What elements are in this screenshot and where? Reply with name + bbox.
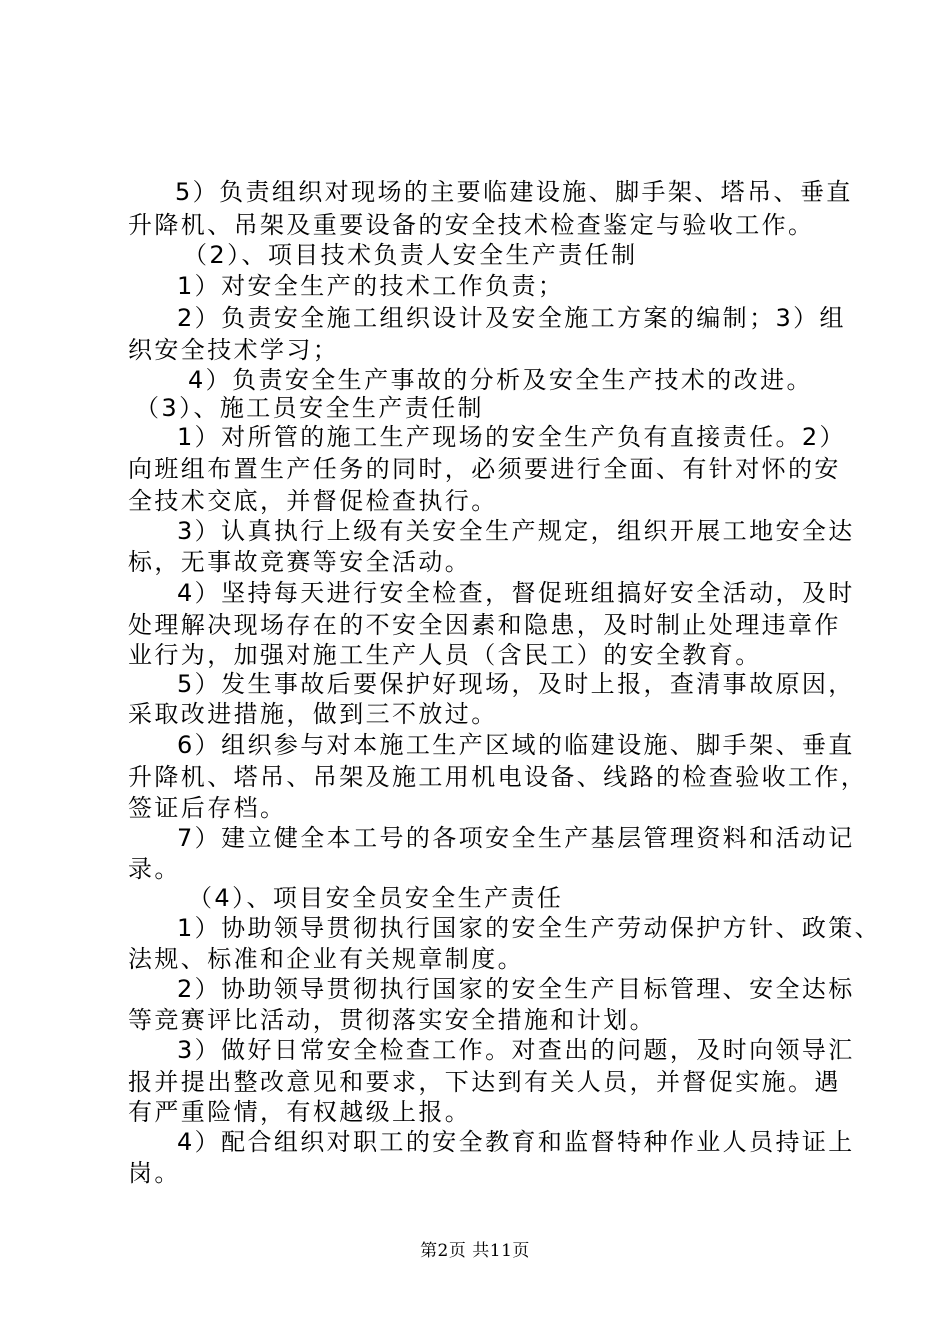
text-line: 有严重险情，有权越级上报。 [128,1098,472,1126]
text-line: 标，无事故竞赛等安全活动。 [128,548,472,576]
text-line: 6）组织参与对本施工生产区域的临建设施、脚手架、垂直 [177,731,855,759]
text-line: 5）发生事故后要保护好现场，及时上报，查清事故原因， [177,670,855,698]
text-line: 采取改进措施，做到三不放过。 [128,700,498,728]
text-line: 等竞赛评比活动，贯彻落实安全措施和计划。 [128,1006,656,1034]
page-number-footer: 第2页 共11页 [420,1241,530,1261]
section-heading: （4）、项目安全员安全生产责任 [188,884,564,912]
text-line: 2）负责安全施工组织设计及安全施工方案的编制；3）组 [177,304,846,332]
text-line: 法规、标准和企业有关规章制度。 [128,945,524,973]
text-line: 4）配合组织对职工的安全教育和监督特种作业人员持证上 [177,1128,855,1156]
text-line: 4）坚持每天进行安全检查，督促班组搞好安全活动，及时 [177,579,855,607]
text-line: 升降机、塔吊、吊架及施工用机电设备、线路的检查验收工作， [128,763,868,791]
text-line: 1）协助领导贯彻执行国家的安全生产劳动保护方针、政策、 [177,914,882,942]
text-line: 3）做好日常安全检查工作。对查出的问题，及时向领导汇 [177,1036,855,1064]
text-line: 1）对安全生产的技术工作负责； [177,272,565,300]
text-line: 1）对所管的施工生产现场的安全生产负有直接责任。2） [177,423,846,451]
text-line: 报并提出整改意见和要求，下达到有关人员，并督促实施。遇 [128,1068,841,1096]
text-line: 织安全技术学习； [128,336,340,364]
text-line: 升降机、吊架及重要设备的安全技术检查鉴定与验收工作。 [128,211,815,239]
section-heading: （2）、项目技术负责人安全生产责任制 [183,241,638,269]
text-line: 5）负责组织对现场的主要临建设施、脚手架、塔吊、垂直 [175,178,853,206]
text-line: 向班组布置生产任务的同时，必须要进行全面、有针对怀的安 [128,455,841,483]
text-line: 7）建立健全本工号的各项安全生产基层管理资料和活动记 [177,824,855,852]
section-heading: （3）、施工员安全生产责任制 [135,394,484,422]
text-line: 3）认真执行上级有关安全生产规定，组织开展工地安全达 [177,517,855,545]
text-line: 处理解决现场存在的不安全因素和隐患，及时制止处理违章作 [128,611,841,639]
text-line: 4）负责安全生产事故的分析及安全生产技术的改进。 [188,366,813,394]
text-line: 全技术交底，并督促检查执行。 [128,487,498,515]
text-line: 业行为，加强对施工生产人员（含民工）的安全教育。 [128,641,762,669]
text-line: 签证后存档。 [128,794,287,822]
text-line: 2）协助领导贯彻执行国家的安全生产目标管理、安全达标 [177,975,855,1003]
text-line: 岗。 [128,1159,181,1187]
text-line: 录。 [128,855,181,883]
